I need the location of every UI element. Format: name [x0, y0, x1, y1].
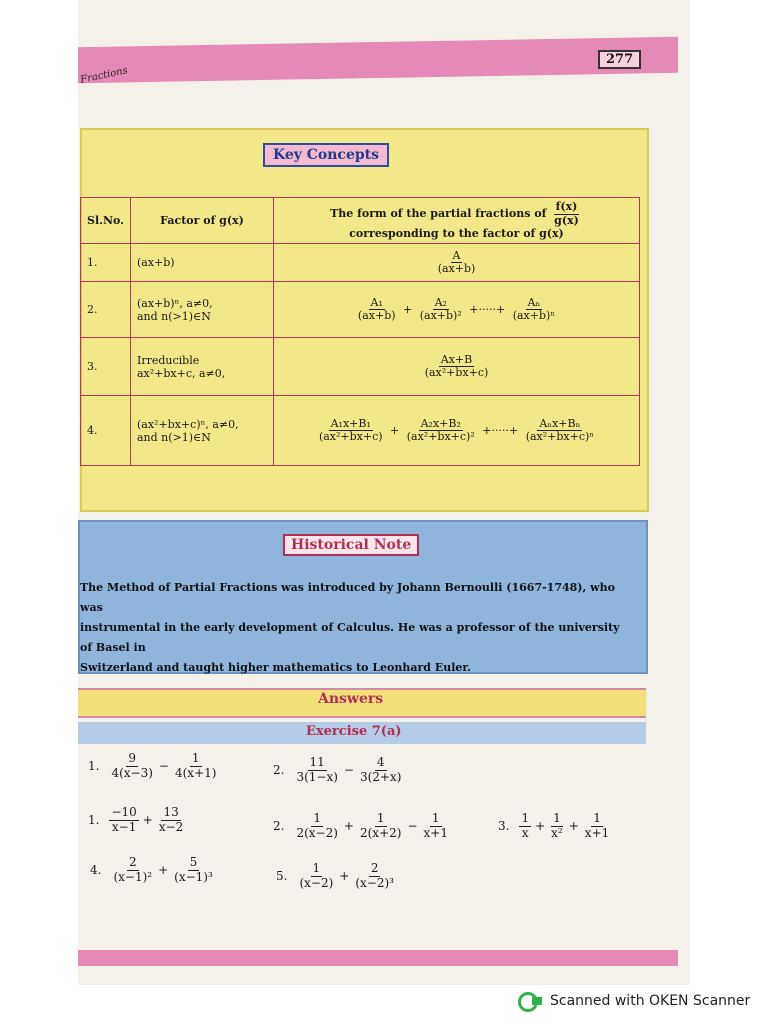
header-band [78, 37, 678, 83]
answer-number: 5. [276, 869, 288, 884]
row-number: 1. [81, 244, 131, 282]
table-row [81, 282, 640, 338]
header-form [273, 198, 639, 244]
table-row [81, 338, 640, 396]
header-fraction-num: f(x) [555, 200, 578, 213]
answer-number: 1. [88, 813, 100, 828]
ans-den: 4(x+1) [174, 765, 217, 780]
form-den: (ax²+bx+c) [424, 366, 489, 380]
chapter-tab: Fractions [79, 65, 129, 86]
key-concepts-title: Key Concepts [263, 143, 389, 167]
ans-num: 1 [431, 811, 440, 825]
factor-line: and n(>1)∈N [136, 309, 211, 323]
header-sno: Sl.No. [81, 198, 131, 244]
operator: − [158, 759, 169, 774]
answer-item [90, 856, 217, 885]
form-den: (ax+b)ⁿ [512, 309, 556, 323]
table-row [81, 396, 640, 466]
ans-den: 2(x+2) [359, 825, 402, 840]
answers-title: Answers [318, 691, 384, 707]
row-number: 3. [81, 338, 131, 396]
scanner-label: Scanned with OKEN Scanner [550, 993, 751, 1009]
header-fraction [552, 201, 581, 227]
ans-num: 11 [309, 755, 325, 769]
answer-item [88, 752, 220, 781]
ans-den: x−1 [111, 819, 137, 834]
form-num: A₁ [370, 295, 383, 309]
operator: − [343, 763, 354, 778]
answer-item [88, 806, 187, 835]
form-den: (ax+b)² [419, 309, 462, 323]
historical-note-text [80, 578, 635, 678]
note-line: The Method of Partial Fractions was introduced by Johann Bernoulli (1667-1748), who was [80, 581, 615, 614]
answer-number: 3. [498, 819, 510, 834]
book-page [78, 0, 690, 985]
row-factor [130, 338, 273, 396]
table-header-row [81, 198, 640, 244]
row-form [273, 282, 639, 338]
form-num: A₂ [434, 295, 447, 309]
factor-line: (ax²+bx+c)ⁿ, a≠0, [136, 417, 239, 431]
answer-number: 1. [88, 759, 100, 774]
form-num: Aₙ [527, 295, 541, 309]
row-form [273, 244, 639, 282]
ans-den: x+1 [584, 825, 610, 840]
ans-den: (x−2)³ [355, 875, 394, 890]
form-den: (ax+b) [437, 262, 476, 276]
answer-number: 2. [273, 763, 285, 778]
row-number: 4. [81, 396, 131, 466]
ans-num: 4 [376, 755, 385, 769]
header-factor: Factor of g(x) [130, 198, 273, 244]
footer-band [78, 950, 678, 966]
ans-num: 1 [376, 811, 385, 825]
operator: − [407, 819, 418, 834]
operator: + [142, 813, 153, 828]
factor-line: (ax+b)ⁿ, a≠0, [136, 296, 213, 310]
answer-item [498, 812, 613, 841]
row-factor: (ax+b) [130, 244, 273, 282]
note-line: Switzerland and taught higher mathematics to Leonhard Euler. [80, 661, 471, 674]
ans-den: (x−1)³ [174, 869, 213, 884]
historical-note-title: Historical Note [283, 534, 419, 556]
scanner-watermark [518, 992, 750, 1010]
ans-num: 1 [521, 811, 530, 825]
oken-logo-icon [518, 992, 542, 1010]
ans-num: 13 [163, 805, 179, 819]
form-den: (ax²+bx+c)ⁿ [525, 430, 595, 444]
operator: + [158, 863, 169, 878]
header-form-prefix: The form of the partial fractions of [330, 207, 547, 221]
ans-num: 1 [593, 811, 601, 825]
plus-sign: + [390, 423, 400, 437]
ellipsis-sign: +·····+ [482, 423, 519, 437]
exercise-title: Exercise 7(a) [306, 724, 402, 739]
operator: + [568, 819, 579, 834]
form-num: Ax+B [440, 352, 473, 366]
operator: + [339, 869, 350, 884]
ans-den: 3(1−x) [296, 769, 338, 784]
plus-sign: + [403, 302, 413, 316]
answer-item [273, 756, 405, 785]
ellipsis-sign: +·····+ [469, 302, 506, 316]
ans-den: 2(x−2) [296, 825, 338, 840]
ans-num: 2 [370, 861, 379, 875]
row-number: 2. [81, 282, 131, 338]
form-num: A₂x+B₂ [420, 416, 461, 430]
key-concepts-table [80, 197, 640, 466]
ans-num: 9 [128, 751, 136, 765]
ans-den: (x−1)² [113, 869, 153, 884]
row-factor [130, 282, 273, 338]
ans-num: −10 [111, 805, 137, 819]
row-factor [130, 396, 273, 466]
ans-den: x² [551, 825, 563, 840]
ans-num: 5 [189, 855, 198, 869]
answer-item [276, 862, 398, 891]
form-den: (ax+b) [357, 309, 396, 323]
ans-den: 4(x−3) [111, 765, 153, 780]
ans-den: (x−2) [299, 875, 334, 890]
form-den: (ax²+bx+c) [318, 430, 383, 444]
note-line: instrumental in the early development of Calculus. He was a professor of the university of Basel in [80, 621, 620, 654]
ans-num: 1 [191, 751, 200, 765]
form-num: A₁x+B₁ [330, 416, 371, 430]
form-num: Aₙx+Bₙ [539, 416, 581, 430]
form-num: A [452, 248, 461, 262]
row-form [273, 338, 639, 396]
answer-number: 2. [273, 819, 285, 834]
ans-num: 1 [312, 861, 321, 875]
factor-line: ax²+bx+c, a≠0, [136, 366, 226, 380]
row-form [273, 396, 639, 466]
operator: + [343, 819, 354, 834]
header-fraction-den: g(x) [554, 213, 579, 227]
ans-num: 1 [313, 811, 321, 825]
ans-den: 3(2+x) [359, 769, 402, 784]
ans-den: x+1 [423, 825, 448, 840]
form-den: (ax²+bx+c)² [406, 430, 475, 444]
operator: + [535, 819, 546, 834]
ans-den: x−2 [158, 819, 184, 834]
answer-item [273, 812, 452, 841]
ans-den: x [521, 825, 529, 840]
answer-number: 4. [90, 863, 102, 878]
ans-num: 1 [553, 811, 561, 825]
factor-line: and n(>1)∈N [136, 430, 211, 444]
header-form-suffix: corresponding to the factor of g(x) [349, 227, 564, 241]
page-number: 277 [598, 50, 641, 69]
ans-num: 2 [128, 855, 137, 869]
factor-line: Irreducible [136, 353, 200, 367]
table-row [81, 244, 640, 282]
